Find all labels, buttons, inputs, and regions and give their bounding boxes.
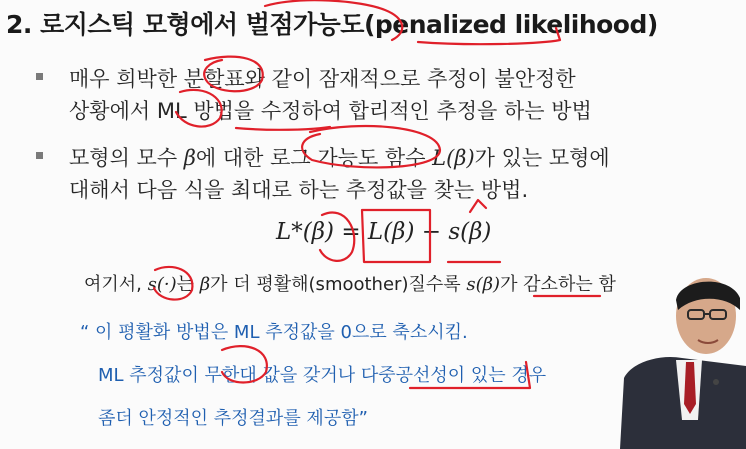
note-text-d: 가 감소하는 함 [500,274,616,295]
ink-circle-loglike [302,126,440,167]
ink-circle-bunhalpyo [204,57,263,92]
bullet-2-text-a: 모형의 모수 [69,146,184,170]
quote-line-1: “ 이 평활화 방법은 ML 추정값을 0으로 축소시킴. [80,322,468,343]
ink-title-swoosh [265,0,402,40]
beta-symbol: β [199,274,211,295]
ink-check [470,200,486,212]
bullet-1-line-2: 상황에서 ML 방법을 수정하여 합리적인 추정을 하는 방법 [69,99,592,123]
ink-circle-s-dot [154,267,192,300]
ink-circle-muhandae [222,346,267,382]
ink-formula-box [362,210,430,262]
ink-formula-circle [320,213,354,261]
quote-line-2: ML 추정값이 무한대 값을 갖거나 다중공선성이 있는 경우 [98,365,547,386]
presenter-figure [620,270,746,449]
penalized-likelihood-formula: L*(β) = L(β) − s(β) [276,219,492,245]
ink-underline-bangbeop [236,127,330,130]
beta-symbol: β [183,146,196,170]
bullet-2-text-c: 가 있는 모형에 [474,146,610,170]
bullet-2-line-2: 대해서 다음 식을 최대로 하는 추정값을 찾는 방법. [69,178,529,202]
likelihood-symbol: L(β) [432,146,475,170]
ink-circle-ml [176,90,222,127]
s-beta-symbol: s(β) [466,274,501,295]
note-text-b: 는 [176,274,200,295]
ink-title-underline [418,28,560,44]
quote-line-3: 좀더 안정적인 추정결과를 제공함” [98,408,368,429]
presenter-video-inset [620,270,746,449]
s-dot-symbol: s(·) [147,274,177,295]
note-text-a: 여기서, [84,274,148,295]
ink-underline-multicol [410,362,530,388]
slide-title: 2. 로지스틱 모형에서 벌점가능도(penalized likelihood) [6,10,658,39]
note-text-c: 가 더 평활해(smoother)질수록 [210,274,467,295]
bullet-2-text-b: 에 대한 로그 가능도 함수 [195,146,433,170]
bullet-1-line-1: 매우 희박한 분할표와 같이 잠재적으로 추정이 불안정한 [69,67,576,91]
